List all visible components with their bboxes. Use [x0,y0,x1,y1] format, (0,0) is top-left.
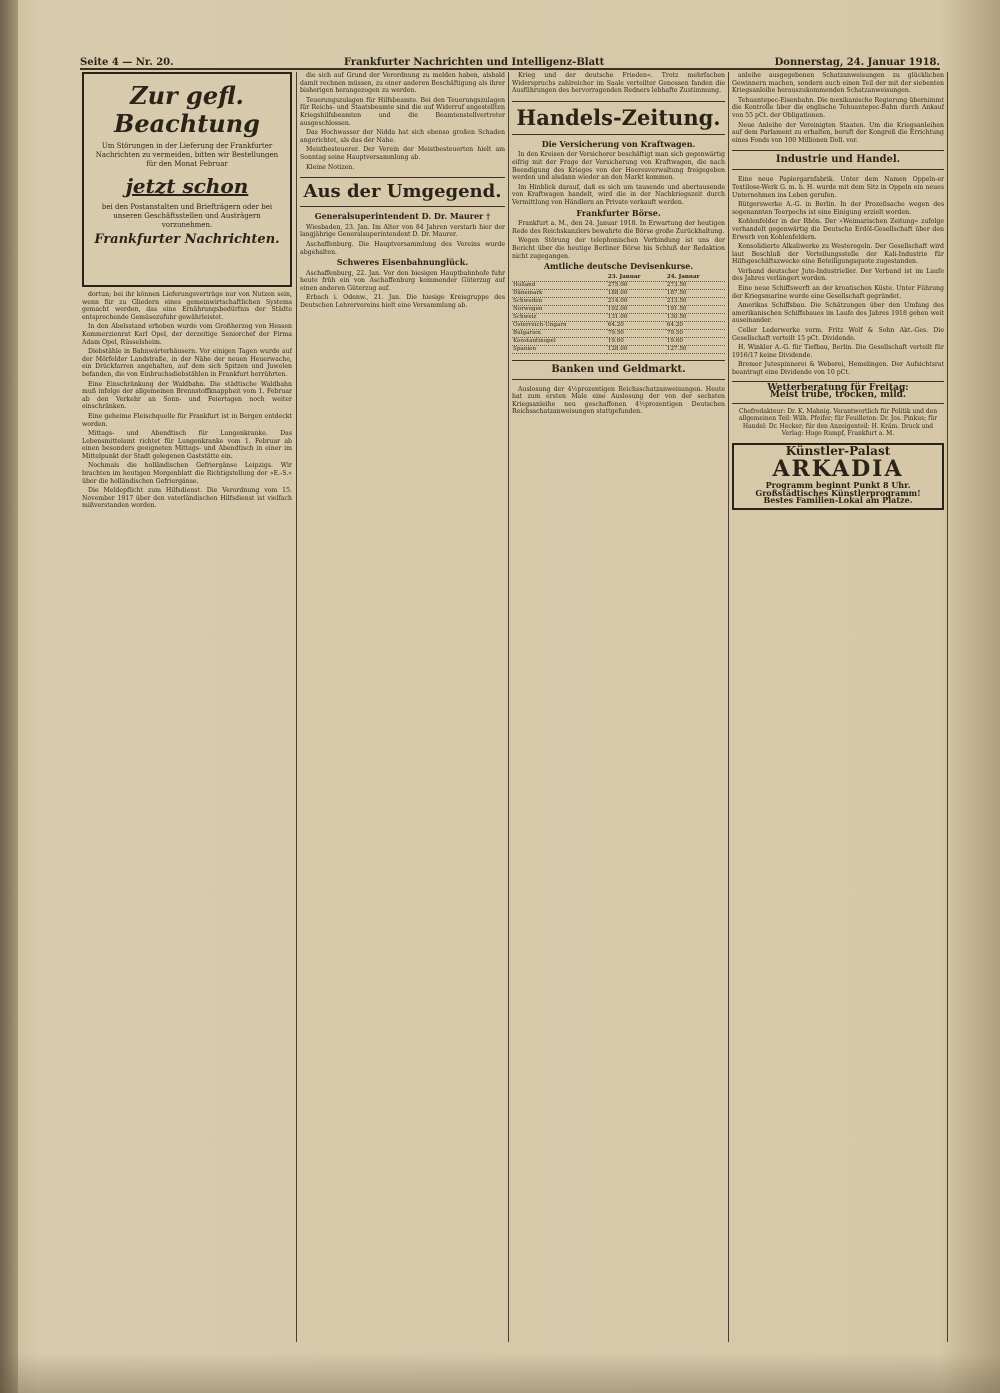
subhead: Generalsuperintendent D. Dr. Maurer † [314,211,491,222]
article-paragraph: Im Hinblick darauf, daß es sich um tausende und abertausende von Kraftwagen handelt, wird die in der Nachkriegszeit durch Vermittlung von Händlern an Private verkauft werden. [512,183,725,206]
table-row [512,321,725,329]
page-shadow [0,1353,1000,1393]
article-paragraph: Meistbesteuerer. Der Verein der Meistbesteuerten hielt am Sonntag seine Hauptversammlung ab. [300,146,505,161]
page-binding-edge [0,0,18,1393]
article-paragraph: Kohlenfelder in der Rhön. Der »Weimarischen Zeitung« zufolge verhandelt gegenwärtig die Deutsche Erdöl-Gesellschaft über den Erwerb von Kohlenfeldern. [732,218,944,241]
table-cell: Österreich-Ungarn [512,321,607,329]
article-paragraph: dortun; bei ihr können Lieferungsverträge nur von Nutzen sein, wenn für zu Gliedern eines gemeinwirtschaftlichen Systems gemacht werden, das eine Ernährungsbedürfnis der Städte entsprechende Gemüsezufuhr gewährleistet. [82,291,292,321]
table-cell: 213.50 [666,297,725,305]
arkadia-advertisement [732,443,944,509]
article-paragraph: Auslosung der 4½prozentigen Reichsschatzanweisungen. Heute hat zum ersten Male eine Auslosung der von der sechsten Kriegsanleihe neu geschaffenen 4½prozentigen Deutschen Reichsschatzanweisungen stattgefunden. [512,385,725,416]
table-cell: Norwegen [512,305,607,313]
article-paragraph: Tehuantepec-Eisenbahn. Die mexikanische Regierung übernimmt die Kontrolle über die englische Tehuantepec-Bahn durch Ankauf von 55 pCt. der Obligationen. [732,96,944,119]
table-cell: 130.50 [666,313,725,321]
table-cell: 19.60 [666,337,725,345]
article-paragraph: Bremer Jutespinnerei & Weberei, Hemelingen. Der Aufsichtsrat beantragt eine Dividende von 10 pCt. [732,361,944,376]
article-paragraph: Celler Lederwerke vorm. Fritz Wolf & Sohn Akt.-Ges. Die Gesellschaft verteilt 15 pCt. Dividende. [732,327,944,342]
page-number: Seite 4 — Nr. 20. [80,57,174,68]
subhead: Frankfurter Börse. [576,207,661,218]
article-paragraph: Kleine Notizen. [306,163,355,171]
table-row [512,337,725,345]
table-cell: 127.50 [666,345,725,353]
masthead-title: Frankfurter Nachrichten und Intelligenz-Blatt [343,57,605,68]
table-cell: 214.00 [607,297,666,305]
table-cell: Dänemark [512,289,607,297]
article-paragraph: In den Kreisen der Versicherer beschäftigt man sich gegenwärtig eifrig mit der Frage der Versicherung von Kraftwagen, die nach Beendigung des Krieges von der Heeresverwaltung freigegeben werden und alsdann wieder an den Markt kommen. [512,151,725,182]
article-paragraph: Diebstähle in Bahnwärterhäusern. Vor einigen Tagen wurde auf der Mörfelder Landstraße, in der Nähe der neuen Heuerwache, ein Drückfarren angehalten, auf dem sich Spitzen und Juwelen befanden, die von Einbruchsdiebstählen in Frankfurt herrührten. [82,348,292,378]
article-paragraph: anleihe ausgegebenen Schatzanweisungen zu glücklichen Gewinnern machen, sondern auch einen Teil der mit der siebenten Kriegsanleihe herauszukommenden Schatzanweisungen. [732,72,944,95]
table-cell: Holland [512,281,607,289]
notice-brand: Frankfurter Nachrichten. [94,232,280,247]
table-cell: Schweden [512,297,607,305]
weather-forecast [732,381,944,404]
table-cell: 79.50 [607,329,666,337]
section-title-industrie: Industrie und Handel. [732,150,944,170]
table-row [512,297,725,305]
article-paragraph: Frankfurt a. M., den 24. Januar 1918. In Erwartung der heutigen Rede des Reichskanzlers bewahrte die Börse große Zurückhaltung. [512,220,725,235]
ad-line: Bestes Familien-Lokal am Platze. [763,495,913,506]
article-paragraph: die sich auf Grund der Verordnung zu melden haben, alsbald damit rechnen müssen, zu einer anderen Beschäftigung als ihrer bisherigen herangezogen zu werden. [300,72,505,95]
column-rule [296,72,297,1342]
article-paragraph: Krieg und der deutsche Frieden«. Trotz mehrfachen Widerspruchs zahlreicher im Saale verteilter Genossen fanden die Ausführungen des hervorragenden Redners lebhafte Zustimmung. [512,72,725,95]
article-paragraph: Eine neue Papiergarnfabrik. Unter dem Namen Oppeln-er Textilose-Werk G. m. b. H. wurde mit dem Sitz in Oppeln ein neues Unternehmen ins Leben gerufen. [732,176,944,199]
notice-emphasis: jetzt schon [125,174,249,198]
article-paragraph: Teuerungszulagen für Hilfsbeamte. Bei den Teuerungszulagen für Reichs- und Staatsbeamte sind die auf Widerruf angestellten Kriegshilfsbeamten und die Beamtenstellvertreter ausgeschlossen. [300,96,505,127]
article-paragraph: Verband deutscher Jute-Industrieller. Der Verband ist im Laufe des Jahres verlängert worden. [732,267,944,283]
table-cell: 275.00 [607,281,666,289]
subscription-notice [82,72,292,287]
article-paragraph: Rütgerswerke A.-G. in Berlin. In der Prozeßsache wegen des sogenannten Teerpechs ist eine Einigung erzielt worden. [732,201,944,216]
article-paragraph: Konsolidierte Alkaliwerke zu Westeregeln. Der Gesellschaft wird laut Beschluß der Verteilungsstelle der Kali-Industrie für Hilfsgeschäftszwecke eine Beteiligungsquote zugestanden. [732,243,944,266]
article-paragraph: In den Abelsstand erhoben wurde vom Großherzog von Hessen Kommerzienrat Karl Opel, der derzeitige Seniorchef der Firma Adam Opel, Rüsselsheim. [82,323,292,346]
column-2 [300,72,505,1340]
adjacent-page-fragment [950,72,1000,124]
article-paragraph: Erbach i. Odenw., 21. Jan. Die hiesige Kreisgruppe des Deutschen Lehrervereins hielt eine Versammlung ab. [300,294,505,310]
table-title: Amtliche deutsche Devisenkurse. [543,261,694,272]
notice-heading: Zur gefl. Beachtung [114,81,260,138]
table-cell: 79.50 [666,329,725,337]
article-paragraph: Neue Anleihe der Vereinigten Staaten. Um die Kriegsanleihen auf dem Parlament zu erhalten, beruft der Kongreß die Errichtung eines Fonds von 100 Millionen Doll. vor. [732,121,944,144]
table-cell: 64.20 [607,321,666,329]
article-paragraph: Aschaffenburg, 22. Jan. Vor den biesigen Hauptbahnhofe fuhr heute früh ein von Aschaffenburg kommender Güterzug auf einen anderen Güterzug auf. [300,269,505,292]
section-title-banken: Banken und Geldmarkt. [512,360,725,380]
table-header [512,274,607,282]
article-paragraph: Eine Einschränkung der Waldbahn. Die städtische Waldbahn muß infolge der allgemeinen Brennstoffknappheit vom 1. Februar ab den Verkehr an Sonn- und Feiertagen noch weiter einschränken. [82,380,292,411]
column-3 [512,72,725,1340]
article-paragraph: Eine geheime Fleischquelle für Frankfurt ist in Bergen entdeckt worden. [82,412,292,428]
article-paragraph: Amerikas Schiffsbau. Die Schätzungen über den Umfang des amerikanischen Schiffsbaues im Laufe des Jahres 1918 gehen weit auseinander. [732,302,944,325]
table-cell: Konstantinopel [512,337,607,345]
article-paragraph: Die Meldepflicht zum Hilfsdienst. Die Verordnung vom 15. November 1917 über den vaterländischen Hilfsdienst ist vielfach mißverstanden worden. [82,487,292,510]
ad-line: Programm beginnt Punkt 8 Uhr. [765,480,911,490]
subhead: Die Versicherung von Kraftwagen. [541,138,696,149]
table-cell: 191.50 [666,305,725,313]
table-row [512,281,725,289]
table-cell: 273.50 [666,281,725,289]
table-cell: 187.50 [666,289,725,297]
column-1 [82,72,292,1340]
table-header: 23. Januar [607,274,666,282]
table-cell: 188.00 [607,289,666,297]
table-row [512,289,725,297]
table-header-row [512,274,725,282]
table-row [512,305,725,313]
column-rule [508,72,509,1342]
table-cell: Spanien [512,345,607,353]
adjacent-page-edge [950,72,1000,1342]
page-header [80,48,940,70]
section-title-umgegend: Aus der Umgegend. [300,177,505,207]
article-paragraph: Aschaffenburg. Die Hauptversammlung des Vereins wurde abgehalten. [300,240,505,256]
section-title-handels-zeitung: Handels-Zeitung. [512,101,725,135]
article-paragraph: Wegen Störung der telephonischen Verbindung ist uns der Bericht über die heutige Berliner Börse bis Schluß der Redaktion nicht zugegangen. [512,237,725,260]
notice-body: Um Störungen in der Lieferung der Frankfurter Nachrichten zu vermeiden, bitten wir Bestellungen für den Monat Februar [95,142,279,168]
table-cell: Schweiz [512,313,607,321]
notice-body-2: bei den Postanstalten und Briefträgern oder bei unseren Geschäftsstellen und Austrägern vorzunehmen. [101,203,273,229]
table-cell: 128.00 [607,345,666,353]
subhead: Schweres Eisenbahnunglück. [336,257,469,268]
article-paragraph: Wiesbaden, 23. Jan. Im Alter von 84 Jahren verstarb hier der langjährige Generalsuperintendent D. Dr. Maurer. [300,223,505,239]
ad-title: ARKADIA [772,456,904,482]
column-4 [732,72,944,1340]
ad-line: Künstler-Palast [785,444,891,459]
weather-text: Meist trübe, trocken, mild. [769,390,907,401]
table-cell: 19.60 [607,337,666,345]
table-cell: 64.20 [666,321,725,329]
table-row [512,313,725,321]
article-paragraph: Nochmals die holländischen Gefriergänse Leipzigs. Wir brachten im heutigen Morgenblatt die Richtigstellung der »E.-S.« über die holländischen Gefriergänse. [82,462,292,485]
table-cell: 192.00 [607,305,666,313]
article-paragraph: Mittags- und Abendtisch für Lungenkranke. Das Lebensmittelamt richtet für Lungenkranke vom 1. Februar ab einen besonders geeigneten Mittags- und Abendtisch in einer im Mittelpunkt der Stadt gelegenen Gaststätte ein. [82,430,292,460]
article-paragraph: Eine neue Schiffswerft an der kroatischen Küste. Unter Führung der Kriegsmarine wurde eine Gesellschaft gegründet. [732,285,944,300]
column-rule [728,72,729,1342]
table-row [512,329,725,337]
article-paragraph: Das Hochwasser der Nidda hat sich ebenso großen Schaden angerichtet, als das der Nahe. [300,129,505,144]
table-cell: Bulgarien [512,329,607,337]
column-rule [947,72,948,1342]
weather-title: Wetterberatung für Freitag: [767,382,909,393]
table-cell: 131.00 [607,313,666,321]
ad-line: Großstädtisches Künstlerprogramm! [755,487,921,498]
exchange-rate-table [512,274,725,354]
issue-date: Donnerstag, 24. Januar 1918. [774,57,940,68]
table-header: 24. Januar [666,274,725,282]
table-row [512,345,725,353]
article-paragraph: H. Winkler A.-G. für Tiefbau, Berlin. Die Gesellschaft verteilt für 1916/17 keine Dividende. [732,344,944,359]
imprint: Chefredakteur: Dr. K. Mahnig. Verantwortlich für Politik und den allgemeinen Teil: Wilh. Pfeifer; für Feuilleton: Dr. Jos. Pinkus; für Handel: Dr. Hecker; für den Anzeigenteil: H. Kräm. Druck und Verlag: Hugo Rumpf, Frankfurt a. M. [738,407,938,437]
